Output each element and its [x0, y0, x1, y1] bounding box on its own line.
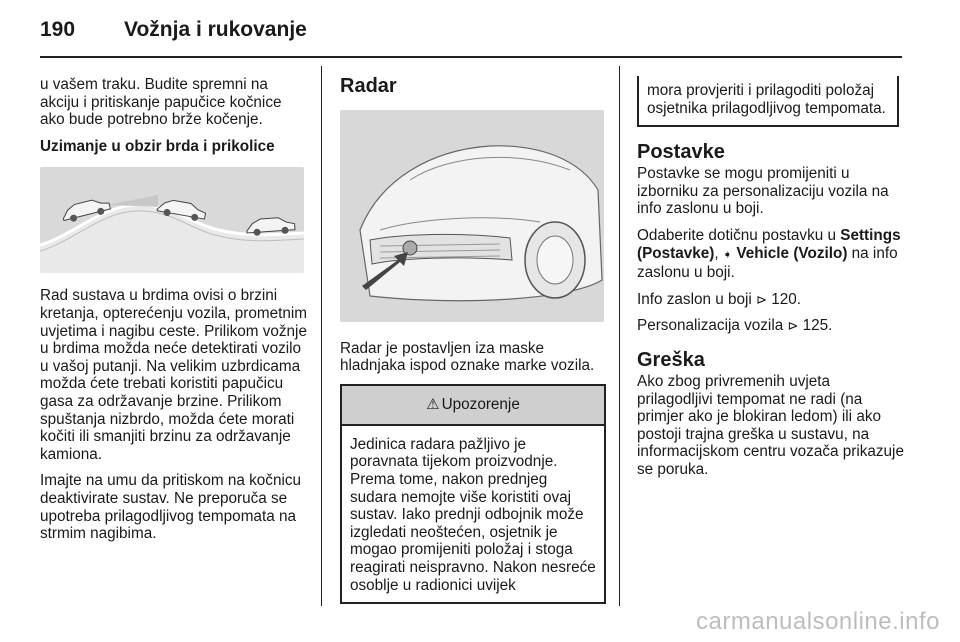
column-2 [340, 75, 606, 604]
intro-text: u vašem traku. Budite spremni na akciju i pritiskanje papučice kočnice ako bude potrebno brže kočenje. [40, 76, 282, 129]
hills-subheading: Uzimanje u obzir brda i prikolice [40, 137, 275, 155]
radar-car-illustration [340, 110, 604, 322]
postavke-paragraph-3 [637, 291, 905, 309]
info-display-ref: 120. [771, 290, 801, 308]
postavke-heading: Postavke [637, 141, 725, 164]
column-divider-2 [619, 66, 620, 606]
column-divider-1 [321, 66, 322, 606]
page-ref-icon: ⊳ [756, 291, 767, 307]
personalization-text: Personalizacija vozila [637, 317, 784, 335]
vehicle-menu-label: Vehicle (Vozilo) [736, 244, 848, 262]
greska-paragraph: Ako zbog privremenih uvjeta prilagodljivi tempomat ne radi (na primjer ako je blokiran ledom) ili ako postoji trajna greška u sustavu, na informacijskom centru vozača prikazuje se poruka. [637, 372, 904, 478]
personalization-ref: 125. [802, 317, 833, 335]
hills-paragraph-1: Rad sustava u brdima ovisi o brzini kretanja, opterećenju vozila, prometnim uvjetima i nagibu ceste. Prilikom vožnje u brdima možda neće detektirati vozilo u vašoj putanji. Na velikim uzbrdicama možda ćete trebati koristiti papučicu gasa za održavanje brzine. Prilikom spuštanja nizbrdo, možda ćete morati kočiti ili smanjiti brzinu za održavanje kamiona. [40, 287, 307, 463]
warning-title [342, 386, 604, 426]
settings-menu-label: Settings (Postavke) [637, 226, 901, 262]
postavke-paragraph-1: Postavke se mogu promijeniti u izborniku za personalizaciju vozila na info zaslonu u boji. [637, 165, 889, 218]
warning-title-text: Upozorenje [441, 395, 520, 413]
info-display-text: Info zaslon u boji [637, 290, 752, 308]
warning-continuation: mora provjeriti i prilagoditi položaj osjetnika prilagodljivog tempomata. [637, 76, 899, 127]
postavke-comma: , [714, 244, 719, 262]
watermark: carmanualsonline.info [696, 608, 940, 635]
warning-box [340, 384, 606, 604]
page-ref-icon: ⊳ [787, 318, 799, 334]
warning-icon: ⚠ [426, 395, 440, 413]
hills-illustration [40, 167, 304, 273]
greska-heading: Greška [637, 348, 705, 371]
page-title: Vožnja i rukovanje [124, 18, 307, 41]
radar-heading: Radar [340, 75, 397, 97]
postavke-paragraph-4 [637, 317, 905, 335]
arrow-icon: ➧ [722, 248, 733, 261]
postavke-p2-prefix: Odaberite dotičnu postavku u [637, 226, 836, 244]
postavke-paragraph-2 [637, 227, 905, 282]
column-1 [40, 76, 308, 552]
page-number: 190 [40, 18, 76, 41]
radar-caption: Radar je postavljen iza maske hladnjaka ispod oznake marke vozila. [340, 339, 595, 375]
column-3 [637, 76, 905, 488]
postavke-p2-suffix: na info zaslonu u boji. [637, 244, 898, 282]
warning-body: Jedinica radara pažljivo je poravnata tijekom proizvodnje. Prema tome, nakon prednjeg sudara nemojte više koristiti ovaj sustav. Iako prednji odbojnik može izgledati neoštećen, osjetnik je mogao promijeniti položaj i stoga reagirati neispravno. Nakon nesreće osoblje u radionici uvijek [350, 435, 596, 594]
header-divider [40, 56, 902, 58]
hills-paragraph-2: Imajte na umu da pritiskom na kočnicu deaktivirate sustav. Ne preporuča se upotreba prilagodljivog tempomata na strmim nagibima. [40, 472, 302, 543]
